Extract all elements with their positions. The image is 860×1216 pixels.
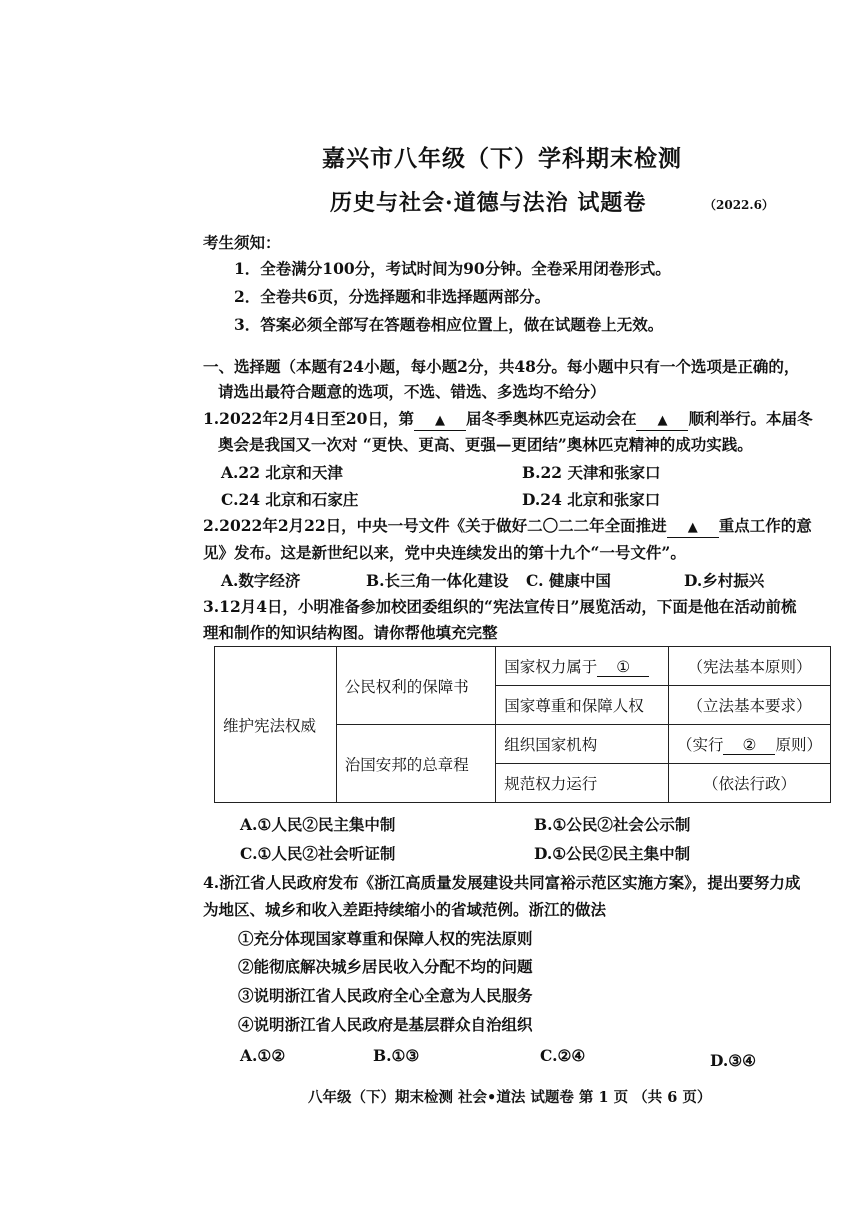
question-2-stem: 2.2022年2月22日，中央一号文件《关于做好二〇二二年全面推进 ▲ 重点工作的意 bbox=[203, 515, 812, 538]
notice-heading: 考生须知： bbox=[203, 233, 281, 252]
structure-note: （宪法基本原则） bbox=[668, 647, 830, 686]
option-b: B.①③ bbox=[373, 1046, 420, 1065]
question-4-stem: 4.浙江省人民政府发布《浙江高质量发展建设共同富裕示范区实施方案》，提出要努力成 bbox=[203, 873, 801, 892]
option-b: B.22 天津和张家口 bbox=[522, 463, 661, 482]
structure-cell: 规范权力运行 bbox=[496, 764, 669, 803]
structure-note: （依法行政） bbox=[668, 764, 830, 803]
answer-blank: ▲ bbox=[667, 519, 719, 538]
option-b: B.长三角一体化建设 bbox=[366, 571, 509, 590]
structure-branch: 公民权利的保障书 bbox=[336, 647, 496, 725]
option-b: B.①公民②社会公示制 bbox=[534, 815, 691, 834]
structure-note: （立法基本要求） bbox=[668, 686, 830, 725]
option-c: C.24 北京和石家庄 bbox=[221, 490, 359, 509]
option-d: D.①公民②民主集中制 bbox=[534, 844, 691, 863]
option-a: A.数字经济 bbox=[221, 571, 301, 590]
answer-blank: ▲ bbox=[636, 412, 688, 431]
option-d: D.③④ bbox=[710, 1051, 757, 1070]
structure-note: （实行 ② 原则） bbox=[668, 725, 830, 764]
exam-subtitle: 历史与社会·道德与法治 试题卷 bbox=[330, 190, 647, 216]
question-3-stem: 3.12月4日，小明准备参加校团委组织的“宪法宣传日”展览活动，下面是他在活动前梳 bbox=[203, 597, 797, 616]
option-a: A.①人民②民主集中制 bbox=[240, 815, 396, 834]
notice-item: 2．全卷共6页，分选择题和非选择题两部分。 bbox=[234, 287, 551, 306]
exam-title: 嘉兴市八年级（下）学科期末检测 bbox=[322, 145, 682, 172]
option-d: D.24 北京和张家口 bbox=[522, 490, 661, 509]
question-1-stem: 1.2022年2月4日至20日，第 ▲ 届冬季奥林匹克运动会在 ▲ 顺利举行。本届冬 bbox=[203, 408, 813, 431]
answer-blank: ▲ bbox=[414, 412, 466, 431]
option-c: C.①人民②社会听证制 bbox=[240, 844, 396, 863]
structure-cell: 国家权力属于 ① bbox=[496, 647, 669, 686]
structure-root: 维护宪法权威 bbox=[215, 647, 337, 803]
notice-item: 3．答案必须全部写在答题卷相应位置上，做在试题卷上无效。 bbox=[234, 315, 664, 334]
section-heading: 一、选择题（本题有24小题，每小题2分，共48分。每小题中只有一个选项是正确的， bbox=[203, 357, 800, 376]
statement-item: ①充分体现国家尊重和保障人权的宪法原则 bbox=[238, 929, 533, 948]
option-d: D.乡村振兴 bbox=[684, 571, 765, 590]
structure-cell: 组织国家机构 bbox=[496, 725, 669, 764]
question-4-stem-cont: 为地区、城乡和收入差距持续缩小的省域范例。浙江的做法 bbox=[203, 900, 607, 919]
structure-branch: 治国安邦的总章程 bbox=[336, 725, 496, 803]
option-c: C.②④ bbox=[540, 1046, 586, 1065]
answer-blank-1: ① bbox=[597, 658, 649, 677]
notice-item: 1．全卷满分100分，考试时间为90分钟。全卷采用闭卷形式。 bbox=[234, 259, 671, 278]
option-a: A.22 北京和天津 bbox=[221, 463, 343, 482]
statement-item: ②能彻底解决城乡居民收入分配不均的问题 bbox=[238, 957, 533, 976]
section-instructions: 请选出最符合题意的选项，不选、错选、多选均不给分） bbox=[218, 382, 606, 401]
statement-item: ④说明浙江省人民政府是基层群众自治组织 bbox=[238, 1015, 533, 1034]
question-3-stem-cont: 理和制作的知识结构图。请你帮他填充完整 bbox=[203, 623, 498, 642]
question-1-stem-cont: 奥会是我国又一次对 “更快、更高、更强—更团结”奥林匹克精神的成功实践。 bbox=[218, 435, 753, 454]
option-a: A.①② bbox=[240, 1046, 286, 1065]
answer-blank-2: ② bbox=[723, 736, 775, 755]
exam-date: （2022.6） bbox=[704, 198, 774, 212]
option-c: C. 健康中国 bbox=[526, 571, 611, 590]
knowledge-structure-table bbox=[214, 646, 831, 803]
question-2-stem-cont: 见》发布。这是新世纪以来，党中央连续发出的第十九个“一号文件”。 bbox=[203, 543, 686, 562]
statement-item: ③说明浙江省人民政府全心全意为人民服务 bbox=[238, 986, 533, 1005]
page-footer: 八年级（下）期末检测 社会•道法 试题卷 第 1 页 （共 6 页） bbox=[308, 1089, 712, 1106]
structure-cell: 国家尊重和保障人权 bbox=[496, 686, 669, 725]
